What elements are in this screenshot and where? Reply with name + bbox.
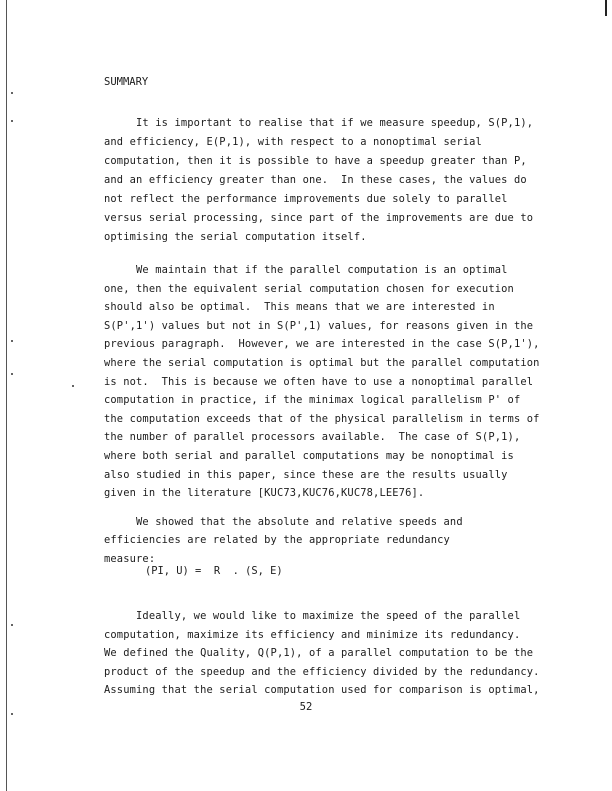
text-line: measure: — [104, 552, 156, 565]
text-line: previous paragraph. However, we are interested in the case S(P,1'), — [104, 338, 540, 351]
margin-dot — [11, 92, 13, 94]
text-line: and efficiency, E(P,1), with respect to a nonoptimal serial — [104, 136, 482, 148]
page-number: 52 — [299, 701, 313, 713]
page-left-edge-line — [6, 0, 7, 791]
text-line: We maintain that if the parallel computation is an optimal — [104, 264, 508, 276]
text-line: computation, then it is possible to have a speedup greater than P, — [104, 155, 527, 167]
text-line: where the serial computation is optimal but the parallel computation — [104, 357, 540, 369]
text-line: Assuming that the serial computation used for comparison is optimal, — [104, 684, 540, 696]
text-line: S(P',1') values but not in S(P',1) values, for reasons given in the — [104, 319, 534, 332]
text-line: not reflect the performance improvements due solely to parallel — [104, 193, 508, 205]
text-line: also studied in this paper, since these are the results usually — [104, 468, 508, 481]
section-heading: SUMMARY — [104, 76, 149, 88]
text-line: We showed that the absolute and relative speeds and — [104, 516, 463, 528]
text-line: efficiencies are related by the appropriate redundancy — [104, 534, 450, 547]
redundancy-formula: (PI, U) = R . (S, E) — [145, 565, 283, 577]
text-line: It is important to realise that if we measure speedup, S(P,1), — [104, 117, 534, 129]
text-line: and an efficiency greater than one. In these cases, the values do — [104, 174, 527, 186]
text-line: the computation exceeds that of the physical parallelism in terms of — [104, 412, 540, 425]
text-line: computation in practice, if the minimax logical parallelism P' of — [104, 394, 521, 407]
margin-dot — [72, 385, 74, 387]
text-line: computation, maximize its efficiency and minimize its redundancy. — [104, 628, 521, 641]
page-right-edge-mark — [605, 0, 607, 16]
margin-dot — [11, 120, 13, 122]
margin-dot — [11, 713, 13, 715]
text-line: given in the literature [KUC73,KUC76,KUC78,LEE76]. — [104, 487, 425, 500]
text-line: one, then the equivalent serial computation chosen for execution — [104, 282, 514, 295]
text-line: optimising the serial computation itself. — [104, 231, 367, 243]
text-line: product of the speedup and the efficiency divided by the redundancy. — [104, 665, 540, 678]
text-line: Ideally, we would like to maximize the speed of the parallel — [104, 610, 521, 622]
margin-dot — [11, 624, 13, 626]
margin-dot — [11, 340, 13, 342]
text-line: should also be optimal. This means that we are interested in — [104, 301, 495, 314]
text-line: the number of parallel processors available. The case of S(P,1), — [104, 431, 521, 444]
text-line: where both serial and parallel computations may be nonoptimal is — [104, 450, 514, 462]
margin-dot — [11, 373, 13, 375]
text-line: versus serial processing, since part of the improvements are due to — [104, 212, 534, 224]
text-line: We defined the Quality, Q(P,1), of a parallel computation to be the — [104, 647, 534, 659]
text-line: is not. This is because we often have to use a nonoptimal parallel — [104, 375, 534, 388]
